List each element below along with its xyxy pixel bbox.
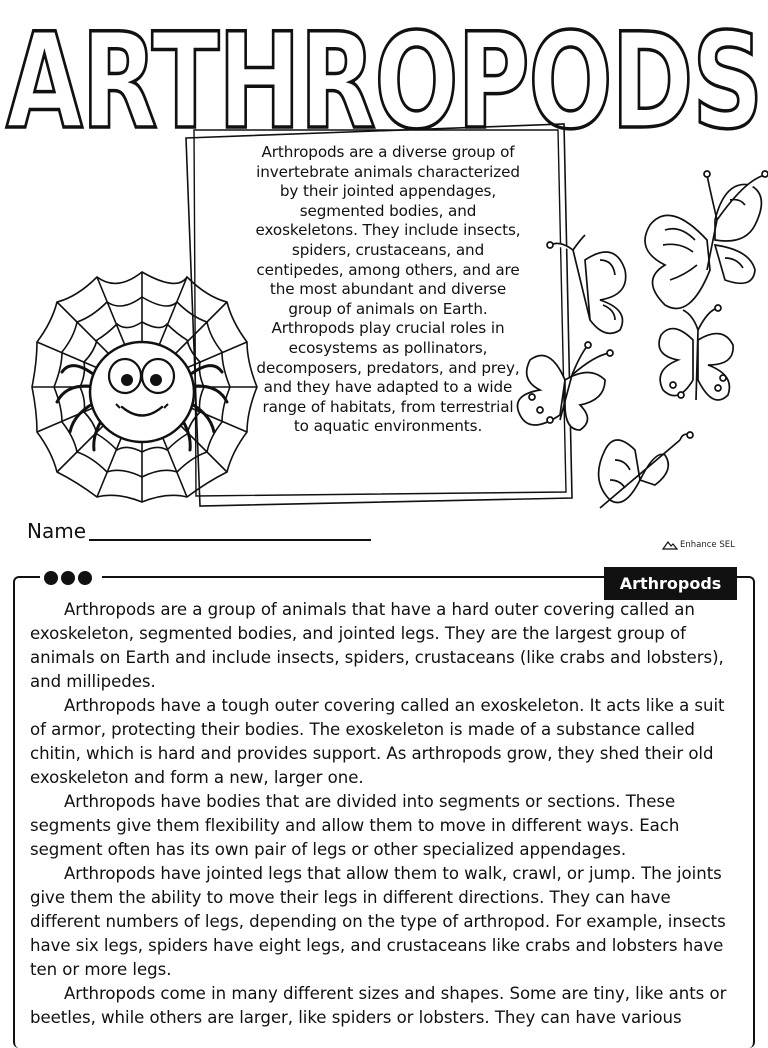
name-line[interactable] — [89, 539, 371, 541]
section-tag: Arthropods — [604, 567, 737, 600]
brand-name: Enhance SEL — [680, 540, 735, 550]
paragraph: Arthropods have bodies that are divided into segments or sections. These segments give them flexibility and allow them to move in different ways. Each segment often has its own pair of legs or other specialized appendages. — [30, 792, 680, 859]
paragraph: Arthropods have jointed legs that allow them to walk, crawl, or jump. The joints give them the ability to move their legs in different directions. They can have different numbers of legs, depending on the type of arthropod. For example, insects have six legs, spiders have eight legs, and crustaceans like crabs and lobsters have ten or more legs. — [30, 864, 726, 979]
brand-logo — [662, 540, 735, 550]
paragraph: Arthropods are a group of animals that have a hard outer covering called an exoskeleton, segmented bodies, and jointed legs. They are the largest group of animals on Earth and include insects, spiders, crustaceans (like crabs and lobsters), and millipedes. — [30, 600, 724, 691]
mountain-icon — [662, 540, 678, 550]
butterfly-icon — [505, 130, 768, 520]
reading-passage — [30, 598, 742, 1030]
intro-text: Arthropods are a diverse group of invertebrate animals characterized by their jointed appendages, segmented bodies, and exoskeletons. They include insects, spiders, crustaceans, and centipedes, among others, and are the most abundant and diverse group of animals on Earth. Arthropods play crucial roles in ecosystems as pollinators, decomposers, predators, and prey, and they have adapted to a wide range of habitats, from terrestrial to aquatic environments. — [255, 143, 521, 436]
spider-on-web-icon — [12, 262, 272, 512]
decorative-dots — [44, 571, 92, 585]
paragraph: Arthropods have a tough outer covering called an exoskeleton. It acts like a suit of armor, protecting their bodies. The exoskeleton is made of a substance called chitin, which is hard and provides support. As arthropods grow, they shed their old exoskeleton and form a new, larger one. — [30, 696, 725, 787]
svg-text:ARTHROPODS: ARTHROPODS — [6, 5, 762, 140]
paragraph: Arthropods come in many different sizes and shapes. Some are tiny, like ants or beetles, while others are larger, like spiders or lobsters. They can have various — [30, 984, 727, 1027]
name-label: Name — [27, 519, 87, 543]
